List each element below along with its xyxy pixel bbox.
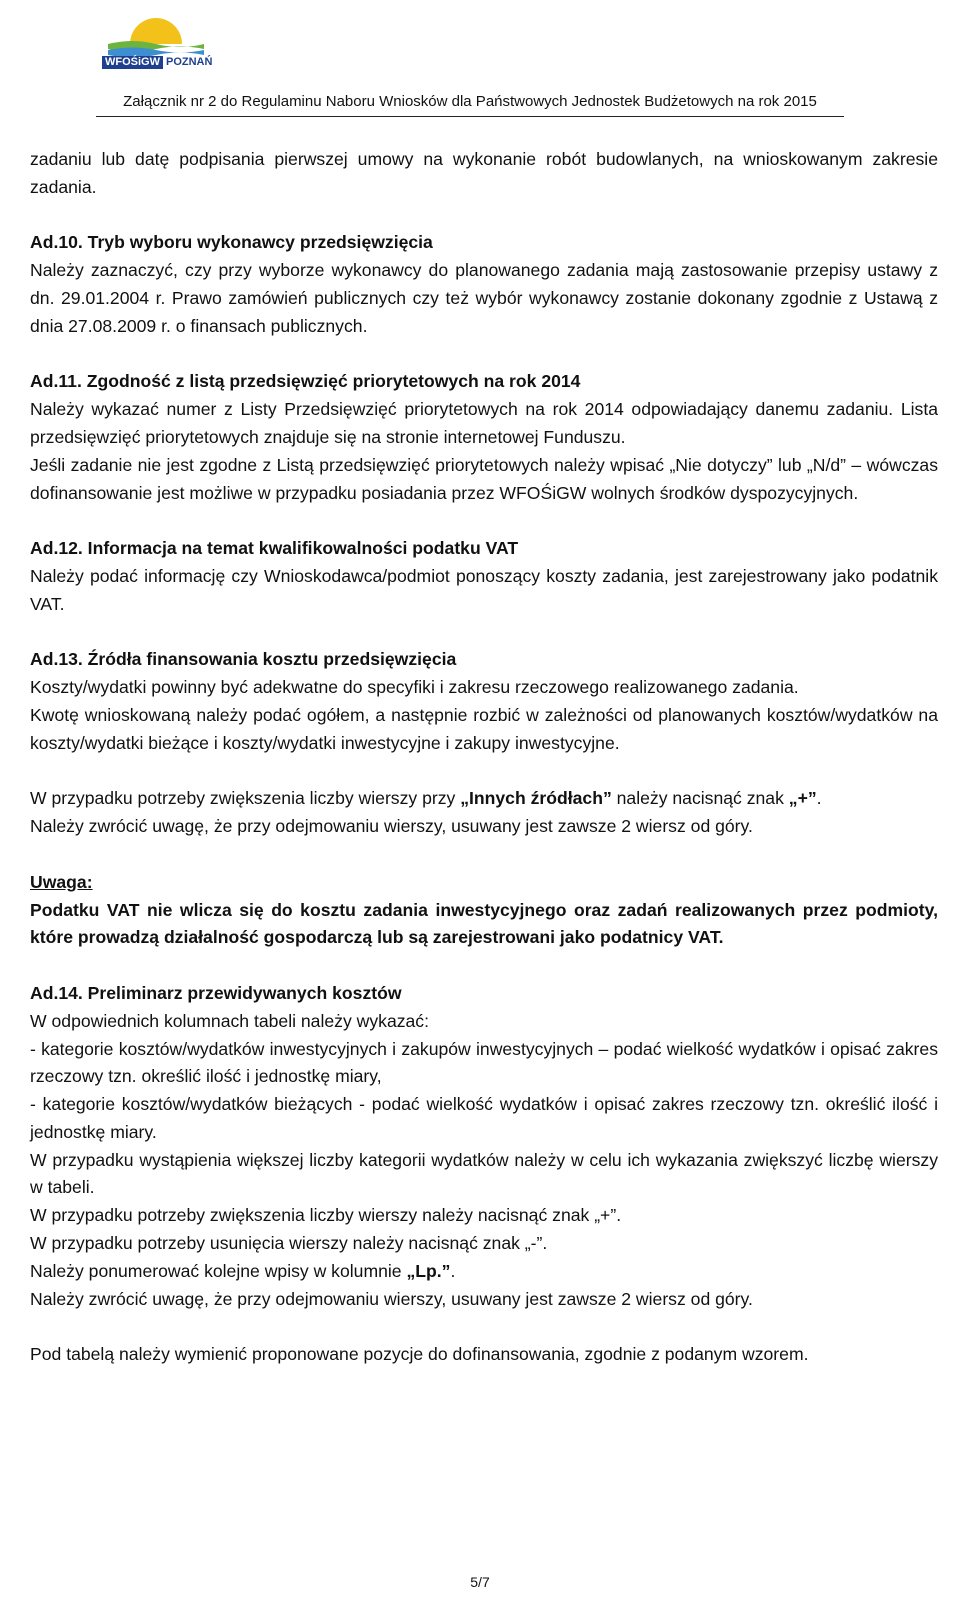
page-number: 5/7 [470, 1574, 490, 1590]
logo-text: WFOŚiGW [102, 56, 163, 69]
ad13-heading: Ad.13. Źródła finansowania kosztu przedsięwzięcia [30, 649, 457, 670]
wfosigw-logo [102, 8, 213, 70]
ad12-text: Należy podać informację czy Wnioskodawca/podmiot ponoszący koszty zadania, jest zarejestrowany jako podatnik VAT. [30, 565, 938, 614]
document-body [30, 146, 938, 1369]
ad10-text: Należy zaznaczyć, czy przy wyborze wykonawcy do planowanego zadania mają zastosowanie przepisy ustawy z dn. 29.01.2004 r. Prawo zamówień publicznych czy też wybór wykonawcy zostanie dokonany zgodnie z Ustawą z dnia 27.08.2009 r. o finansach publicznych. [30, 260, 938, 336]
ad14-item-1: - kategorie kosztów/wydatków inwestycyjnych i zakupów inwestycyjnych – podać wielkość wydatków i opisać zakres rzeczowy tzn. określić ilość i jednostkę miary, [30, 1038, 938, 1087]
ad14-item-2: - kategorie kosztów/wydatków bieżących - podać wielkość wydatków i opisać zakres rzeczowy tzn. określić ilość i jednostkę miary. [30, 1094, 938, 1142]
ad13-text-4: Należy zwrócić uwagę, że przy odejmowaniu wierszy, usuwany jest zawsze 2 wiersz od góry. [30, 816, 753, 837]
ad11-text-1: Należy wykazać numer z Listy Przedsięwzięć priorytetowych na rok 2014 odpowiadający danemu zadaniu. Lista przedsięwzięć priorytetowych znajduje się na stronie internetowej Funduszu. [30, 399, 938, 447]
header-divider [96, 116, 844, 117]
ad11-text-2: Jeśli zadanie nie jest zgodne z Listą przedsięwzięć priorytetowych należy wpisać „Nie dotyczy” lub „N/d” – wówczas dofinansowanie jest możliwe w przypadku posiadania przez WFOŚiGW wolnych środków dyspozycyjnych. [30, 454, 938, 503]
ad14-text-6: Należy zwrócić uwagę, że przy odejmowaniu wierszy, usuwany jest zawsze 2 wiersz od góry. [30, 1288, 753, 1309]
ad14-text-7: Pod tabelą należy wymienić proponowane pozycje do dofinansowania, zgodnie z podanym wzorem. [30, 1344, 809, 1365]
ad14-text-4: W przypadku potrzeby usunięcia wierszy należy nacisnąć znak „-”. [30, 1233, 548, 1254]
ad10-heading: Ad.10. Tryb wyboru wykonawcy przedsięwzięcia [30, 232, 433, 253]
ad14-text-1: W odpowiednich kolumnach tabeli należy wykazać: [30, 1010, 429, 1031]
note-text: Podatku VAT nie wlicza się do kosztu zadania inwestycyjnego oraz zadań realizowanych przez podmioty, które prowadzą działalność gospodarczą lub są zarejestrowani jako podatnicy VAT. [30, 899, 938, 948]
logo-city: POZNAŃ [166, 56, 213, 68]
ad13-text-3: W przypadku potrzeby zwiększenia liczby wierszy przy „Innych źródłach” należy nacisnąć znak „+”. [30, 788, 822, 809]
intro-paragraph: zadaniu lub datę podpisania pierwszej umowy na wykonanie robót budowlanych, na wnioskowanym zakresie zadania. [30, 149, 938, 197]
ad14-heading: Ad.14. Preliminarz przewidywanych kosztów [30, 982, 402, 1003]
note-label: Uwaga: [30, 871, 93, 892]
ad14-text-5: Należy ponumerować kolejne wpisy w kolumnie „Lp.”. [30, 1260, 456, 1281]
ad14-text-3: W przypadku potrzeby zwiększenia liczby wierszy należy nacisnąć znak „+”. [30, 1205, 622, 1226]
ad13-text-1: Koszty/wydatki powinny być adekwatne do specyfiki i zakresu rzeczowego realizowanego zadania. [30, 677, 799, 698]
ad12-heading: Ad.12. Informacja na temat kwalifikowalności podatku VAT [30, 538, 519, 559]
ad14-text-2: W przypadku wystąpienia większej liczby kategorii wydatków należy w celu ich wykazania zwiększyć liczbę wierszy w tabeli. [30, 1149, 938, 1198]
ad11-heading: Ad.11. Zgodność z listą przedsięwzięć priorytetowych na rok 2014 [30, 371, 581, 392]
ad13-text-2: Kwotę wnioskowaną należy podać ogółem, a następnie rozbić w zależności od planowanych kosztów/wydatków na koszty/wydatki bieżące i koszty/wydatki inwestycyjne i zakupy inwestycyjne. [30, 704, 938, 753]
header-caption: Załącznik nr 2 do Regulaminu Naboru Wniosków dla Państwowych Jednostek Budżetowych na rok 2015 [123, 93, 817, 110]
